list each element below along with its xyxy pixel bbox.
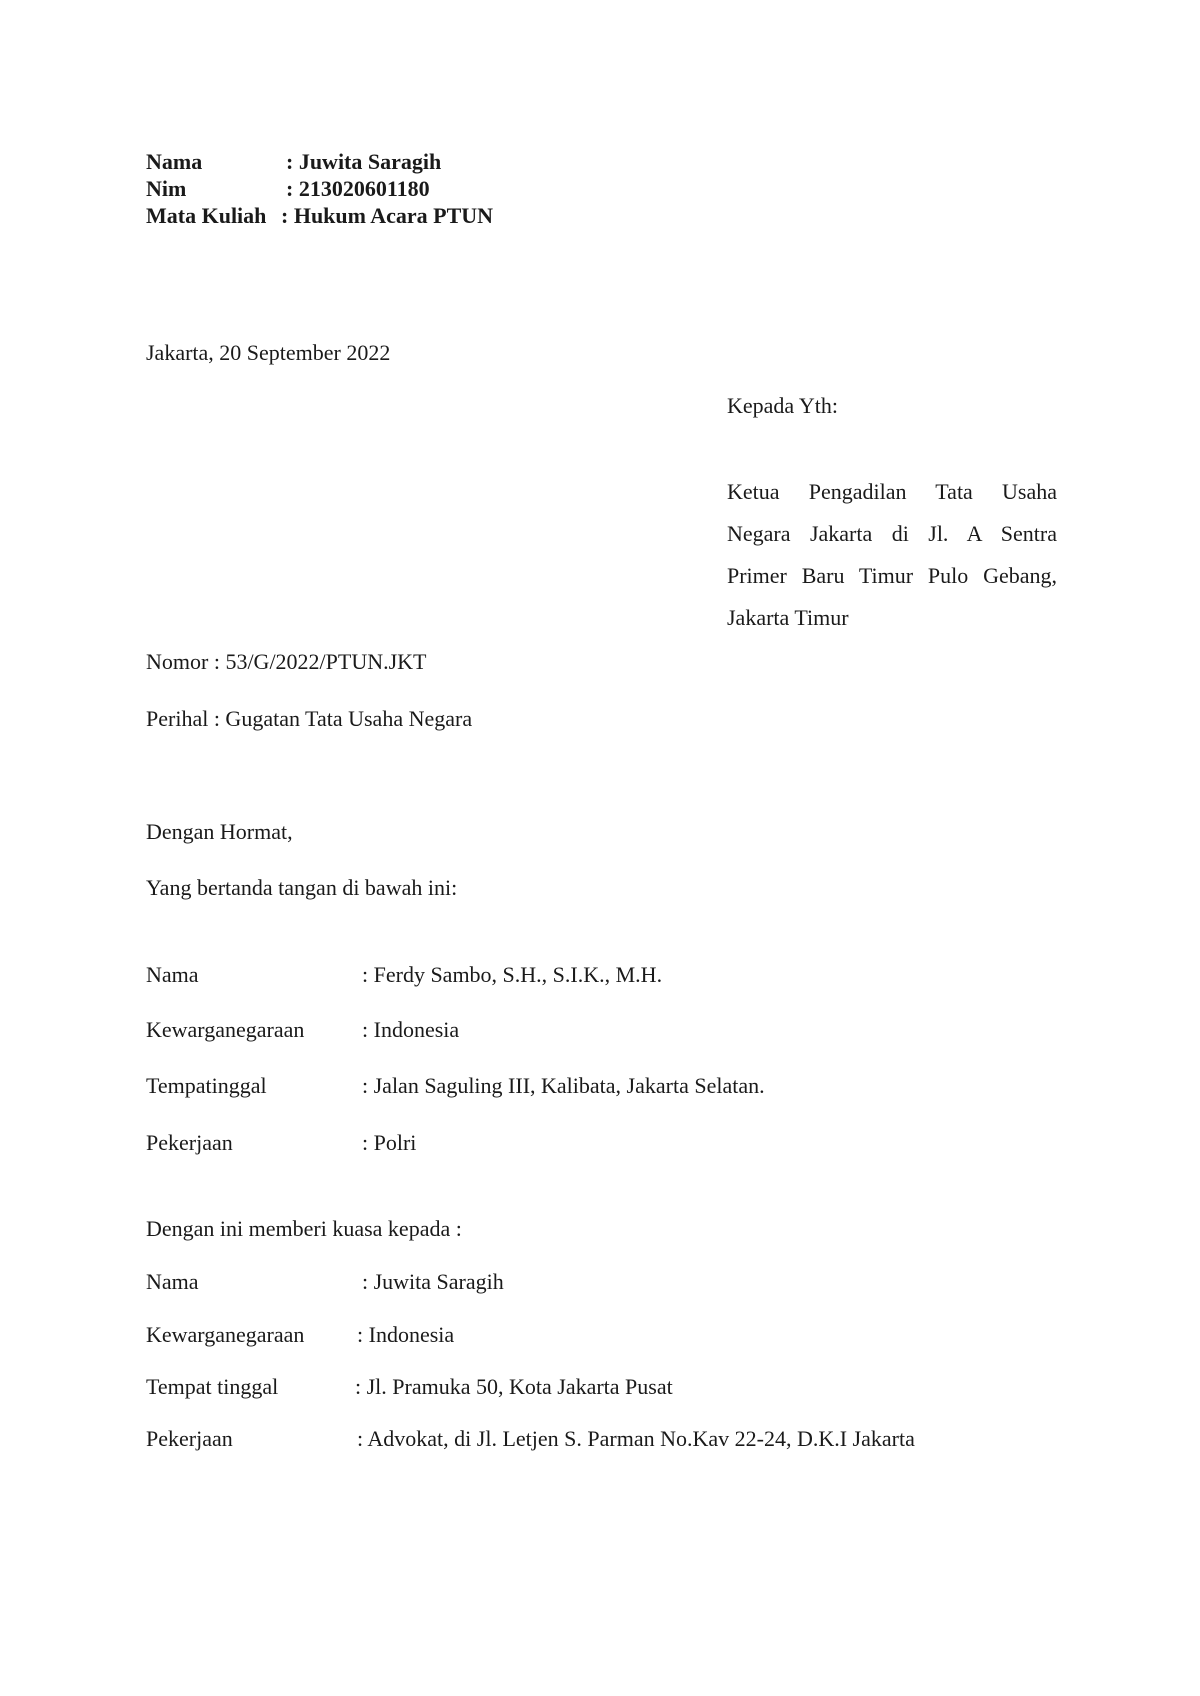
detail-label: Kewarganegaraan [146, 1322, 305, 1347]
detail-label: Pekerjaan [146, 1426, 233, 1451]
recipient-line: Negara Jakarta di Jl. A Sentra [727, 521, 1057, 546]
detail-value: : Advokat, di Jl. Letjen S. Parman No.Kav 22-24, D.K.I Jakarta [357, 1426, 915, 1451]
course-value: : Hukum Acara PTUN [281, 203, 494, 228]
recipient-line: Primer Baru Timur Pulo Gebang, [727, 563, 1057, 588]
intro-sentence: Yang bertanda tangan di bawah ini: [146, 875, 458, 900]
detail-label: Nama [146, 962, 199, 987]
detail-value: : Indonesia [357, 1322, 455, 1347]
detail-label: Pekerjaan [146, 1130, 233, 1155]
detail-label: Nama [146, 1269, 199, 1294]
student-name-label: Nama [146, 149, 203, 174]
recipient-line: Jakarta Timur [727, 605, 849, 630]
recipient-line: Ketua Pengadilan Tata Usaha [727, 479, 1057, 504]
detail-value: : Ferdy Sambo, S.H., S.I.K., M.H. [362, 962, 663, 987]
letter-number: Nomor : 53/G/2022/PTUN.JKT [146, 649, 427, 674]
detail-value: : Indonesia [362, 1017, 460, 1042]
student-nim-label: Nim [146, 176, 187, 201]
detail-label: Kewarganegaraan [146, 1017, 305, 1042]
letter-subject: Perihal : Gugatan Tata Usaha Negara [146, 706, 473, 731]
detail-label: Tempatinggal [146, 1073, 267, 1098]
detail-label: Tempat tinggal [146, 1374, 279, 1399]
recipient-salutation: Kepada Yth: [727, 393, 838, 418]
course-label: Mata Kuliah [146, 203, 267, 228]
student-nim-value: : 213020601180 [286, 176, 430, 201]
student-name-value: : Juwita Saragih [286, 149, 442, 174]
detail-value: : Polri [362, 1130, 417, 1155]
place-date: Jakarta, 20 September 2022 [146, 340, 391, 365]
detail-value: : Jalan Saguling III, Kalibata, Jakarta Selatan. [362, 1073, 765, 1098]
detail-value: : Juwita Saragih [362, 1269, 504, 1294]
greeting: Dengan Hormat, [146, 819, 293, 844]
detail-value: : Jl. Pramuka 50, Kota Jakarta Pusat [355, 1374, 673, 1399]
grant-sentence: Dengan ini memberi kuasa kepada : [146, 1216, 462, 1241]
